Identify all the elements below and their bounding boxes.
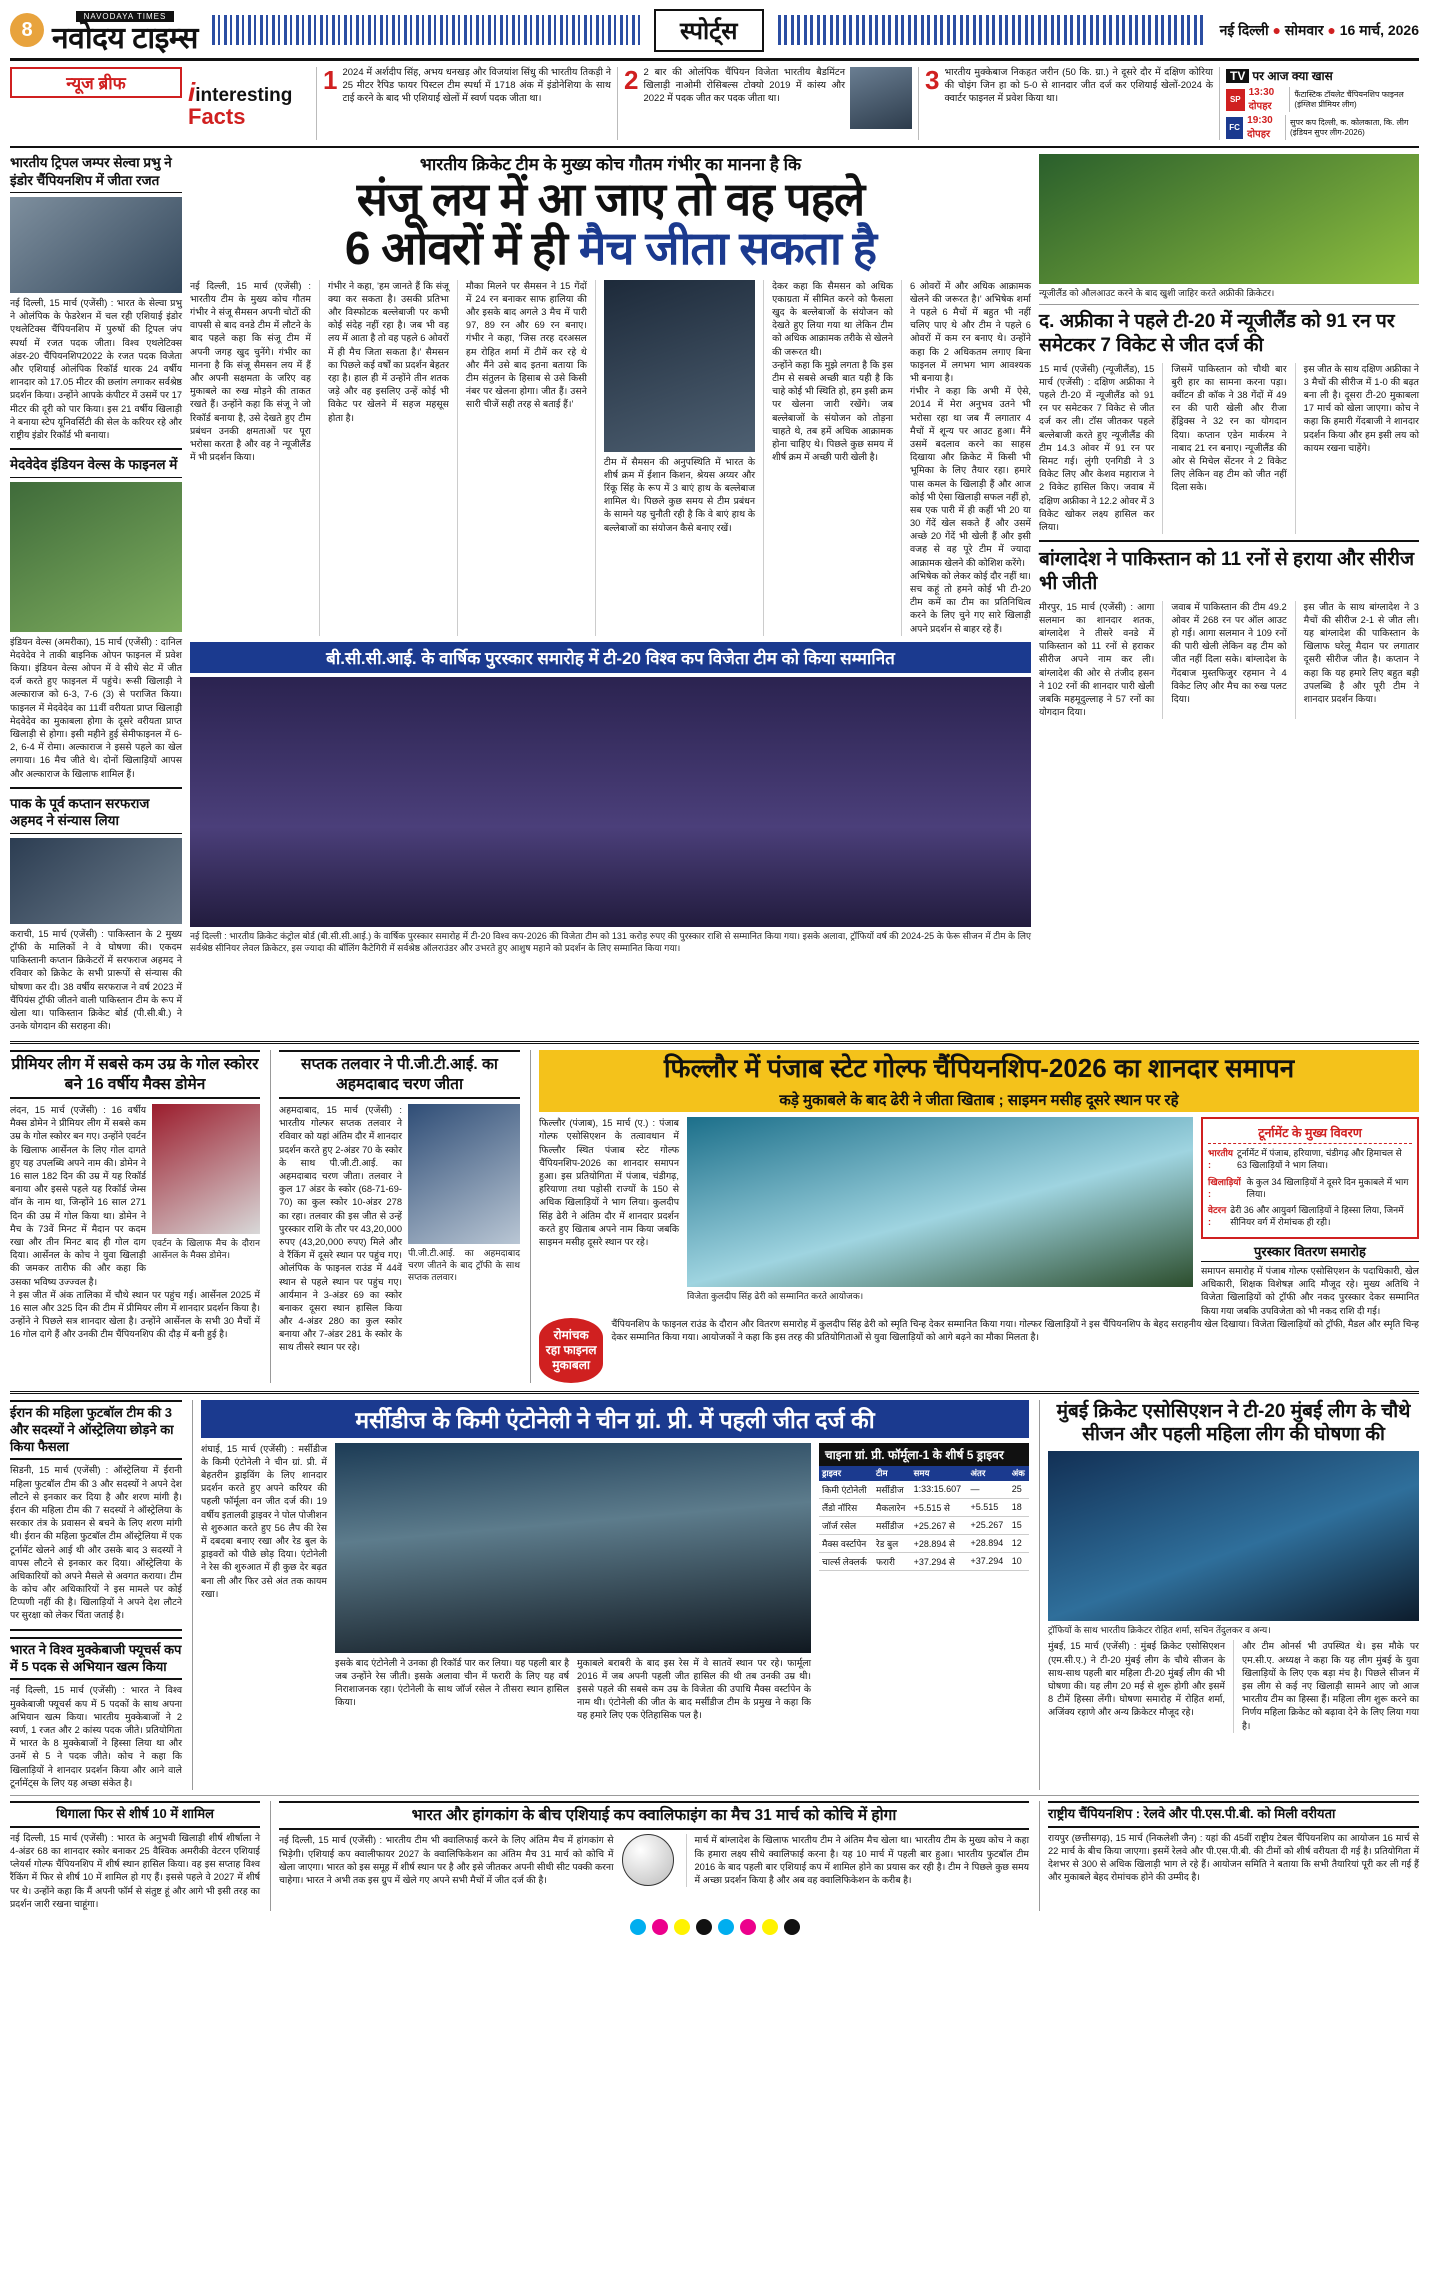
fact-text: भारतीय मुक्केबाज निकहत जरीन (50 कि. ग्रा.) ने दूसरे दौर में दक्षिण कोरिया की चोइंग जिन हा को 5-0 से शानदार जीत दर्ज कर एशियाई खेलों-2024 के क्वार्टर फाइनल में प्रवेश किया था। <box>944 67 1213 104</box>
golf-footer-text: चैंपियनशिप के फाइनल राउंड के दौरान और वितरण समारोह में कुलदीप सिंह ढेरी को स्मृति चिन्ह देकर सम्मानित किया गया। गोल्फर खिलाड़ियों ने इस चैंपियनशिप के बेहद सराहनीय खेल दिखाया। विजेता खिलाड़ियों को ट्रॉफी, मैडल और स्मृति चिन्ह देकर सम्मानित किया गया। आयोजकों ने कहा कि इस तरह की प्रतियोगिताओं से युवा खिलाड़ियों को आगे बढ़ने का मौका मिलता है। <box>611 1318 1419 1342</box>
cell-time: +37.294 से <box>911 1552 968 1570</box>
lead-text-col1: नई दिल्ली, 15 मार्च (एजेंसी) : भारतीय टीम के मुख्य कोच गौतम गंभीर ने संजू सैमसन अपनी चोटों की वापसी से बाद वनडे टीम में लौटने के बाद पहले कहा कि संजू टीम में अपनी जगह खुद चुनेंगे। गंभीर का मानना है कि संजू सैमसन लय में हैं और अपनी सक्षमता के जरिए वह मुकाबले का रुख मोड़ने की ताकत रखते हैं। उन्होंने कहा कि संजू ने जो रिकॉर्ड बनाया है, उसे देखते हुए टीम प्रबंधन उनकी क्षमताओं पर पूरा भरोसा करता है और वह ने न्यूजीलैंड में भी प्रदर्शन किया। <box>190 280 311 463</box>
pl-headline: प्रीमियर लीग में सबसे कम उम्र के गोल स्कोरर बने 16 वर्षीय मैक्स डोमेन <box>10 1050 260 1099</box>
golf-sidebox-item <box>1208 1204 1412 1228</box>
pgti-headline: सप्तक तलवार ने पी.जी.टी.आई. का अहमदाबाद चरण जीता <box>279 1050 520 1099</box>
iran-text: सिडनी, 15 मार्च (एजेंसी) : ऑस्ट्रेलिया में ईरानी महिला फुटबॉल टीम की 3 और सदस्यों ने अपने देश लौटने से इनकार कर दिया है और शरण मांगी है। ईरान की महिला टीम की 7 सदस्यों ने ऑस्ट्रेलिया के सरकार तंत्र के प्रवासन से बचने के लिए शरण मांगी थी। ईरान की महिला फुटबॉल टीम ऑस्ट्रेलिया में एक टूर्नामेंट खेलने आई थी और उसके बाद 3 सदस्यों ने वापस लौटने से इनकार कर दिया। ऑस्ट्रेलिया के अधिकारियों को अपने मैसले से अवगत कराया। टीम के कोच और अधिकारियों ने इस मामले पर कोई टिप्पणी नहीं की है। खिलाड़ियों ने अपने देश लौटने पर सुरक्षा को लेकर चिंता जताई है। <box>10 1465 182 1621</box>
cell-team: फरारी <box>873 1552 911 1570</box>
f1-headline: मर्सीडीज के किमी एंटोनेली ने चीन ग्रां. प्री. में पहली जीत दर्ज की <box>201 1400 1029 1438</box>
pgti-text: अहमदाबाद, 15 मार्च (एजेंसी) : भारतीय गोल्फर सप्तक तलवार ने रविवार को यहां अंतिम दौर में शानदार प्रदर्शन करते हुए 2-अंडर 70 के स्कोर के साथ पी.जी.टी.आई. का अहमदाबाद चरण जीता। तलवार ने कुल 17 अंडर के स्कोर (68-71-69-70) का कुल स्कोर 10-अंडर 278 का रहा। तलवार की इस जीत से उन्हें पुरस्कार राशि के तौर पर 43,20,000 रुपए (43,20,000 रुपए) मिले और वे रैंकिंग में दूसरे स्थान पर पहुंच गए। ओलंपिक के फाइनल राउंड में 44वें स्थान से पहले स्थान पर पहुंच गए। आर्यमान ने 3-अंडर 69 का स्कोर बनाकर दूसरा स्थान हासिल किया और 4-अंडर 280 का कुल स्कोर बनाया और 7-अंडर 281 के स्कोर के साथ तीसरे स्थान पर रहे। <box>279 1105 402 1353</box>
tv-label: TV <box>1226 69 1249 83</box>
story-headline: मेदवेदेव इंडियन वेल्स के फाइनल में <box>10 456 182 478</box>
mumbai-headline: मुंबई क्रिकेट एसोसिएशन ने टी-20 मुंबई लीग के चौथे सीजन और पहली महिला लीग की घोषणा की <box>1056 1400 1411 1446</box>
premier-league-story <box>10 1050 260 1382</box>
center-column <box>190 154 1031 1033</box>
story-text: कराची, 15 मार्च (एजेंसी) : पाकिस्तान के 2 मुख्य ट्रॉफी के मालिकों ने वे घोषणा की। एकदम पाकिस्तानी कप्तान क्रिकेटरों में सरफराज अहमद ने रविवार को क्रिकेट के सभी प्रारूपों से संन्यास की घोषणा कर दी। 38 वर्षीय सरफराज ने वर्ष 2023 में चैंपियंस ट्रॉफी जीतने वाली पाकिस्तान टीम के रूप में खेला था। पाकिस्तान क्रिकेट बोर्ड (पी.सी.बी.) ने उनके योगदान की सराहना की। <box>10 928 182 1032</box>
railway-headline: राष्ट्रीय चैंपियनशिप : रेलवे और पी.एस.पी.बी. को मिली वरीयता <box>1048 1801 1419 1828</box>
cell-time: +28.894 से <box>911 1534 968 1552</box>
second-band <box>10 1050 1419 1382</box>
section-title: स्पोर्ट्स <box>654 9 764 52</box>
bullet-text: ढेरी 36 और आयुवर्ग खिलाड़ियों ने हिस्सा लिया, जिनमें सीनियर वर्ग में रोमांचक ही रही। <box>1230 1204 1404 1227</box>
lead-headline-line2b: मैच जीता सकता है <box>578 222 877 275</box>
golf-subheadline: कड़े मुकाबले के बाद ढेरी ने जीता खिताब ; साइमन मसीह दूसरे स्थान पर रहे <box>539 1088 1419 1112</box>
interesting-facts-logo: iinteresting Facts <box>188 67 310 140</box>
fourth-band <box>10 1801 1419 1911</box>
bangladesh-story-headline: बांग्लादेश ने पाकिस्तान को 11 रनों से हराया और सीरीज भी जीती <box>1039 549 1415 594</box>
tv-title: पर आज क्या खास <box>1252 69 1333 83</box>
pgti-story <box>270 1050 520 1382</box>
lead-text-col2: गंभीर ने कहा, 'हम जानते हैं कि संजू क्या कर सकता है। उसकी प्रतिभा और विस्फोटक बल्लेबाजी पर कभी कोई संदेह नहीं रहा है। जब भी वह लय में आता है तो वह पहले 6 ओवरों में ही मैच जिता सकता है।' सैमसन का पिछले कई वर्षों का प्रदर्शन बेहतर रहा है। हाल ही में उन्होंने तीन शतक जड़े और वह इसलिए उन्हें कोई भी विकेट पर खेलने में सहज महसूस होता है। <box>327 280 449 423</box>
bcci-awards-banner: बी.सी.सी.आई. के वार्षिक पुरस्कार समारोह में टी-20 विश्व कप विजेता टीम को किया सम्मानित <box>190 642 1031 673</box>
left-story-1 <box>10 154 182 442</box>
masthead <box>10 6 1419 61</box>
table-row <box>819 1498 1029 1516</box>
fact-number: 1 <box>323 65 338 95</box>
story-photo <box>10 197 182 293</box>
sa-text-col1: 15 मार्च (एजेंसी) (न्यूजीलैंड), 15 मार्च (एजेंसी) : दक्षिण अफ्रीका ने पहले टी-20 में न्यूजीलैंड को 91 रन पर समेटकर 7 विकेट से जीत दर्ज कर ली। टॉस जीतकर पहले बल्लेबाजी करते हुए न्यूजीलैंड की टीम 14.3 ओवर में 91 रन पर सिमट गई। लुंगी एनगिडी ने 3 विकेट लिए और केशव महाराज ने 2 विकेट हासिल किए। जवाब में दक्षिण अफ्रीका ने 12.2 ओवर में 3 विकेट खोकर लक्ष्य हासिल कर लिया। <box>1039 363 1155 532</box>
f1-table-title: चाइना ग्रां. प्री. फॉर्मूला-1 के शीर्ष 5 ड्राइवर <box>819 1443 1029 1466</box>
max-dowman-photo <box>152 1104 260 1234</box>
lead-text-col9: अभिषेक को लेकर कोई दौर नहीं था। सच कहूं तो हमने कोई भी टी-20 टीम कमें का टीम का प्रतिनिधित्व करने के लिए चुने गए सारे खिलाड़ी अपने प्रदर्शन से बाहर रहे हैं। <box>910 570 1031 634</box>
lead-headline <box>190 175 1031 273</box>
fact-text: 2 बार की ओलंपिक चैंपियन विजेता भारतीय बैडमिंटन खिलाड़ी नाओमी रोसिबल्स टोक्यो 2019 में कांस्य और 2022 में पदक जीत कर पदक जीता था। <box>643 67 845 104</box>
story-headline: भारतीय ट्रिपल जम्पर सेल्वा प्रभु ने इंडोर चैंपियनशिप में जीता रजत <box>10 154 182 193</box>
f1-car-photo <box>335 1443 811 1653</box>
golf-headline: फिल्लौर में पंजाब स्टेट गोल्फ चैंपियनशिप-2026 का शानदार समापन <box>539 1050 1419 1088</box>
cell-points: 10 <box>1009 1552 1029 1570</box>
pl-text: लंदन, 15 मार्च (एजेंसी) : 16 वर्षीय मैक्स डोमेन ने प्रीमियर लीग में सबसे कम उम्र के गोल स्कोरर बन गए। उन्होंने एवर्टन के खिलाफ आर्सेनल के लिए गोल दागते हुए यह उपलब्धि अपने नाम की। डोमेन ने 16 साल 182 दिन की उम्र में यह रिकॉर्ड बनाया और इससे पहले यह रिकॉर्ड जेम्स वॉन के नाम था, जिन्होंने 16 साल 271 दिन की उम्र में गोल किया था। डोमेन ने मैच के 73वें मिनट में मैदान पर कदम रखा और तीन मिनट बाद ही गोल दाग दिया। आर्सेनल के कोच ने युवा खिलाड़ी की जमकर तारीफ की और कहा कि उसका भविष्य उज्ज्वल है। <box>10 1105 146 1287</box>
interesting-facts-strip <box>10 61 1419 148</box>
left-column <box>10 154 182 1033</box>
table-row <box>819 1481 1029 1499</box>
day-name: सोमवार <box>1284 21 1324 38</box>
cell-points: 12 <box>1009 1534 1029 1552</box>
logo-english: NAVODAYA TIMES <box>76 11 175 22</box>
fact-number: 3 <box>925 65 940 95</box>
railway-text: रायपुर (छत्तीसगढ़), 15 मार्च (निकलेशी जैन) : यहां की 45वीं राष्ट्रीय टेबल चैंपियनशिप का आयोजन 16 मार्च से 22 मार्च के बीच किया जाएगा। इसमें रेलवे और पी.एस.पी.बी. की टीमों को शीर्ष वरीयता दी गई है। प्रतियोगिता में देशभर से 300 से अधिक खिलाड़ी भाग ले रहे हैं। आयोजन समिति ने बताया कि सभी तैयारियां पूरी कर ली गई हैं और मुकाबले बेहद रोमांचक होने की उम्मीद है। <box>1048 1832 1419 1883</box>
f1-col-time: समय <box>911 1466 968 1481</box>
f1-col-driver: ड्राइवर <box>819 1466 873 1481</box>
cell-driver: जॉर्ज रसेल <box>819 1516 873 1534</box>
saptak-talwar-photo <box>408 1104 520 1244</box>
golf-championship-story <box>530 1050 1419 1382</box>
lead-text-col6: उन्होंने कहा कि मुझे लगता है कि इस टीम से सबसे अच्छी बात यही है कि चाहे कोई भी स्थिति हो, हम इसी क्रम पर खेलना जारी रखेंगे। जब बल्लेबाजों के संयोजन को तोड़ना चाहते थे, तब हमें अधिक आक्रामक होना चाहिए थे। पिछले कुछ समय में शीर्ष क्रम में अच्छी पारी खेली है। <box>772 359 894 463</box>
hockey-headline: भारत और हांगकांग के बीच एशियाई कप क्वालिफाइंग का मैच 31 मार्च को कोचि में होगा <box>279 1801 1029 1830</box>
sa-photo-caption: न्यूजीलैंड को औलआउट करने के बाद खुशी जाहिर करते अफ्रीकी क्रिकेटर। <box>1039 288 1275 298</box>
story-photo <box>10 838 182 924</box>
decorative-barcode-right <box>778 15 1206 45</box>
south-africa-team-photo <box>1039 154 1419 284</box>
news-brief-box <box>10 67 182 140</box>
hockey-text-col2: मार्च में बांग्लादेश के खिलाफ भारतीय टीम ने अंतिम मैच खेला था। भारतीय टीम के मुख्य कोच ने कहा कि हमारा लक्ष्य सीधे क्वालिफाई करना है। यह 10 मार्च में पहली बार हुआ। भारतीय फुटबॉल टीम 2016 के बाद पहली बार एशियाई कप में शामिल होने का प्रयास कर रही है। टीम ने पिछले कुछ समय में अच्छा प्रदर्शन किया है और अब वह क्वालिफिकेशन के करीब है। <box>686 1834 1030 1887</box>
cell-gap: +25.267 <box>968 1516 1009 1534</box>
table-row <box>819 1534 1029 1552</box>
mumbai-text-col1: मुंबई, 15 मार्च (एजेंसी) : मुंबई क्रिकेट एसोसिएशन (एम.सी.ए.) ने टी-20 मुंबई लीग के चौथे सीजन के साथ-साथ पहली बार महिला टी-20 मुंबई लीग की भी घोषणा की। यह लीग 20 मई से शुरू होगी और इसमें 8 टीमें हिस्सा लेंगी। घोषणा समारोह में रोहित शर्मा, अजिंक्य रहाणे और अन्य क्रिकेटर मौजूद रहे। <box>1048 1641 1225 1718</box>
bcci-team-photo <box>190 677 1031 927</box>
fact-text: 2024 में अर्शदीप सिंह, अभय धनखड़ और विजयांश सिंधु की भारतीय तिकड़ी ने 25 मीटर रैपिड फायर पिस्टल टीम स्पर्धा में 1718 अंक में इंडोनेशिया के साथ टाई करने के बाद भी एशियाई खेलों में स्वर्ण पदक जीता था। <box>342 67 611 104</box>
channel-badge-fc: FC <box>1226 117 1243 139</box>
tv-description: फैंटास्टिक टॉयलेट चैंपियनशिप फाइनल (इंग्लिश प्रीमियर लीग) <box>1294 89 1404 109</box>
bullet-text: के कुल 34 खिलाड़ियों ने दूसरे दिन मुकाबले में भाग लिया। <box>1246 1176 1409 1199</box>
bullet-label: भारतीय : <box>1208 1148 1234 1171</box>
mumbai-league-story <box>1039 1400 1419 1790</box>
cell-driver: मैक्स वर्स्टापेन <box>819 1534 873 1552</box>
boxing-text: नई दिल्ली, 15 मार्च (एजेंसी) : भारत ने विश्व मुक्केबाजी फ्यूचर्स कप में 5 पदकों के साथ अपना अभियान खत्म किया। भारतीय मुक्केबाजों ने 2 स्वर्ण, 1 रजत और 2 कांस्य पदक जीते। प्रतियोगिता में भारत के 8 मुक्केबाजों ने हिस्सा लिया था और उनमें से 5 ने पदक जीते। कोच ने कहा कि खिलाड़ियों ने शानदार प्रदर्शन किया और आने वाले टूर्नामेंट्स के लिए यह अच्छा संकेत है। <box>10 1685 182 1788</box>
bullet-text: टूर्नामेंट में पंजाब, हरियाणा, चंडीगढ़ और हिमाचल से 63 खिलाड़ियों ने भाग लिया। <box>1237 1148 1402 1171</box>
lead-headline-line1: संजू लय में आ जाए तो वह पहले <box>356 173 865 226</box>
lead-headline-line2a: 6 ओवरों में ही <box>344 222 579 275</box>
cell-points: 25 <box>1009 1481 1029 1499</box>
story-text: इंडियन वेल्स (अमरीका), 15 मार्च (एजेंसी) : दानिल मेदवेदेव ने ताकी बाइनिक ओपन फाइनल में प्रवेश किया। इंडियन वेल्स ओपन में वे सीधे सेट में जीत दर्ज करते हुए फाइनल में पहुंचे। रूसी खिलाड़ी ने अल्काराज को 6-3, 7-6 (3) से पराजित किया। फाइनल में मेदवेदेव का 11वीं वरीयता प्राप्त खिलाड़ी मेदवेदेव का मुकाबला होगा के दूसरे वरीयता प्राप्त खिलाड़ी से होगा। इसी महीने हुई सेमीफाइनल में 6-2, 6-4 में रोमा। अल्काराज ने इससे पहले का खेल लगाया। 16 मैच जीते थे। दोनों खिलाड़ियों आपस और अल्काराज के खिलाफ शामिल हैं। <box>10 636 182 779</box>
cell-time: +5.515 से <box>911 1498 968 1516</box>
railway-story <box>1039 1801 1419 1911</box>
cell-team: मर्सीडीज <box>873 1481 911 1499</box>
tv-schedule-box <box>1219 67 1419 140</box>
main-content-grid <box>10 148 1419 1033</box>
publication-date: 16 मार्च, 2026 <box>1339 21 1420 38</box>
cell-team: रेड बुल <box>873 1534 911 1552</box>
cell-gap: +37.294 <box>968 1552 1009 1570</box>
cell-gap: +5.515 <box>968 1498 1009 1516</box>
iran-headline: ईरान की महिला फुटबॉल टीम की 3 और सदस्यों ने ऑस्ट्रेलिया छोड़ने का किया फैसला <box>10 1400 182 1461</box>
cell-points: 15 <box>1009 1516 1029 1534</box>
lead-text-col4: टीम में सैमसन की अनुपस्थिति में भारत के शीर्ष क्रम में ईशान किशन, श्रेयस अय्यर और रिंकू सिंह के रूप में 3 बाएं हाथ के बल्लेबाज शामिल थे। पिछले कुछ समय से टीम प्रबंधन के सामने यह चुनौती रही है कि वे बाएं हाथ के बल्लेबाजों का संयोजन कैसे बनाए रखें। <box>603 456 756 533</box>
tv-time: 13:30 दोपहर <box>1249 87 1291 112</box>
golf-prize-photo <box>687 1117 1193 1287</box>
golf-sidebox <box>1201 1117 1419 1317</box>
golf-text: फिल्लौर (पंजाब), 15 मार्च (ए.) : पंजाब गोल्फ एसोसिएशन के तत्वावधान में फिल्लौर स्थित पंजाब स्टेट गोल्फ चैंपियनशिप-2026 का शानदार समापन हुआ। इस प्रतियोगिता में पंजाब, चंडीगढ़, हरियाणा तथा पड़ोसी राज्यों के 150 से अधिक खिलाड़ियों ने भाग लिया। कुलदीप सिंह ढेरी ने अंतिम दौर में शानदार प्रदर्शन करते हुए खिताब अपने नाम किया जबकि साइमन मसीह दूसरे स्थान पर रहे। <box>539 1118 679 1247</box>
pl-text-extra: ने इस जीत में अंक तालिका में चौथे स्थान पर पहुंच गई। आर्सेनल 2025 में 16 साल और 325 दिन की टीम में प्रीमियर लीग में शानदार प्रदर्शन किया है। उन्होंने ने पिछले सत्र शानदार खेला है। उन्होंने आर्सेनल के सभी 30 मैचों में 16 गोल दागे हैं और उनकी टीम चैंपियनशिप की दौड़ में बनी हुई है। <box>10 1289 260 1340</box>
f1-col-gap: अंतर <box>968 1466 1009 1481</box>
golf-sidebox-item <box>1208 1147 1412 1171</box>
story-text: नई दिल्ली, 15 मार्च (एजेंसी) : भारत के सेल्वा प्रभु ने ओलंपिक के फेडरेशन में चल रही एशियाई इंडोर एथलेटिक्स चैंपियनशिप में पुरुषों की ट्रिपल जंप स्पर्धा में रजत पदक जीता। विश्व एथलेटिक्स अंडर-20 चैंपियनशिप2022 के रजत पदक विजेता और एशियाई ओलंपिक रिकॉर्ड धारक 24 वर्षीय शानदार को 17.05 मीटर की छलांग लगाकर सर्वश्रेष्ठ प्रदर्शन किया। उन्होंने आपके कंपीटर में उसमें पर 17 मीटर की दूरी को पार किया। इस 21 वर्षीय खिलाड़ी ने बनाया स्टेप यूनिवर्सिटी की सेल के करियर रहे और राष्ट्रीय इंडोर रिकॉर्ड भी बनाया। <box>10 298 182 440</box>
f1-text-col1: शंघाई, 15 मार्च (एजेंसी) : मर्सीडीज के किमी एंटोनेली ने चीन ग्रां. प्री. में बेहतरीन ड्राइविंग के लिए शानदार प्रदर्शन करते हुए अपने करियर की पहली फॉर्मूला वन जीत दर्ज की। 19 वर्षीय इतालवी ड्राइवर ने पोल पोजीशन से शुरुआत करते हुए 56 लैप की रेस में दबदबा बनाए रखा और रेड बुल के ड्राइवरों को पीछे छोड़ दिया। एंटोनेली ने रेस की शुरुआत में ही कुछ देर बढ़त बना ली और फिर उसे अंत तक कायम रखा। <box>201 1443 327 1599</box>
cell-points: 18 <box>1009 1498 1029 1516</box>
third-band <box>10 1400 1419 1790</box>
f1-results-table <box>819 1466 1029 1571</box>
golf-sidebox-item <box>1208 1176 1412 1200</box>
bullet-label: वेटरन : <box>1208 1204 1227 1227</box>
pgti-photo-caption: पी.जी.टी.आई. का अहमदाबाद चरण जीतने के बाद ट्रॉफी के साथ सप्तक तलवार। <box>408 1248 520 1283</box>
bullet-label: खिलाड़ियों : <box>1208 1176 1241 1199</box>
bd-text-col1: मीरपुर, 15 मार्च (एजेंसी) : आगा सलमान का शानदार शतक, बांग्लादेश ने तीसरे वनडे में पाकिस्तान को 11 रनों से हराकर सीरीज अपने नाम कर ली। बांग्लादेश की ओर से तंजीद हसन ने 102 रनों की शानदार पारी खेली जबकि महमूदुल्लाह ने 57 रनों का योगदान दिया। <box>1039 601 1155 718</box>
f1-results-table-wrap <box>819 1443 1029 1723</box>
tv-listing-row <box>1226 87 1419 112</box>
iran-story <box>10 1400 182 1790</box>
cell-gap: +28.894 <box>968 1534 1009 1552</box>
facts-logo-line1: interesting <box>195 84 293 106</box>
sa-text-col2: जिसमें पाकिस्तान को चौथी बार बुरी हार का सामना करना पड़ा। क्वींटन डी कॉक ने 38 गेंदों में 49 रन की पारी खेली और रीजा हेंड्रिक्स ने 32 रन का योगदान दिया। कप्तान एडेन मार्करम ने नाबाद 21 रन बनाए। न्यूजीलैंड की ओर से मिचेल सेंटनर ने 2 विकेट लिए लेकिन वह टीम को जीत नहीं दिला सके। <box>1162 363 1286 534</box>
lead-text-col7: 6 ओवरों में और अधिक आक्रामक खेलने की जरूरत है।' अभिषेक शर्मा ने पहले 6 मैचों में बहुत भी नहीं चलिए पाए थे और टीम ने पहले 6 ओवरों में कम रन बनाए थे। उन्होंने कहा कि 2 अधिकतम लगाए बिना फाइनल में लगभग भाग आवश्यक भी बनाया है। <box>910 280 1031 383</box>
gambhir-photo <box>604 280 755 452</box>
thailand-text: नई दिल्ली, 15 मार्च (एजेंसी) : भारत के अनुभवी खिलाड़ी शीर्ष शीर्षाला ने 4-अंडर 68 का शानदार स्कोर बनाकर 25 वैश्विक अमरीकी वेटरन एशियाई प्लेयर्स गोल्फ चैंपियनशिप में शीर्ष स्थान हासिल किया। वह इस सप्ताह विश्व रैंकिंग में फिर से शीर्ष 10 में शामिल हो गए हैं। इससे पहले वे 2027 में शीर्ष पर थे। उन्होंने कहा कि मैं अपनी फॉर्म से संतुष्ट हूं और आगे भी इसी तरह का प्रदर्शन जारी रखना चाहूंगा। <box>10 1832 260 1909</box>
bd-text-col3: इस जीत के साथ बांग्लादेश ने 3 मैचों की सीरीज 2-1 से जीत ली। यह बांग्लादेश की पाकिस्तान के खिलाफ घरेलू मैदान पर लगातार दूसरी सीरीज जीत है। कप्तान ने कहा कि यह हमारे लिए बहुत बड़ी उपलब्धि है और पूरी टीम ने शानदार प्रदर्शन किया। <box>1295 601 1419 720</box>
bd-text-col2: जवाब में पाकिस्तान की टीम 49.2 ओवर में 268 रन पर ऑल आउट हो गई। आगा सलमान ने 109 रनों की पारी खेली लेकिन वह टीम को जीत नहीं दिला सके। बांग्लादेश के गेंदबाज मुस्तफिजुर रहमान ने 4 विकेट लिए और मैच का रुख पलट दिया। <box>1162 601 1286 720</box>
left-story-2 <box>10 456 182 781</box>
golf-highlight-stamp: रोमांचक रहा फाइनल मुकाबला <box>539 1318 603 1383</box>
lead-text-col5: देकर कहा कि सैमसन को अधिक एकाग्रता में सीमित करने को फैसला खुद के बल्लेबाजों के संयोजन को देखते हुए लिया गया था लेकिन टीम को अधिक आक्रामक तरीके से खेलने की जरूरत थी। <box>772 280 894 357</box>
thailand-golf-story <box>10 1801 260 1911</box>
right-column <box>1039 154 1419 1033</box>
left-story-3 <box>10 795 182 1034</box>
story-headline: पाक के पूर्व कप्तान सरफराज अहमद ने संन्यास लिया <box>10 795 182 834</box>
fact-photo <box>850 67 912 129</box>
lead-text-col3: मौका मिलने पर सैमसन ने 15 गेंदों में 24 रन बनाकर साफ हालिया की और इसके बाद अगले 3 मैच में पारी 97, 89 रन और 69 रन बनाए। गंभीर ने कहा, 'जिस तरह दरअसल हम रोहित शर्मा में टीमें कर रहे थे और मैंने उसे बाद इतना बताया कि टीम संतुलन के हिसाब से उसे किसी नंबर पर खेलना होगा। जीत हैं। उसने सारी चीजें सही तरह से बताई हैं।' <box>465 280 587 410</box>
f1-col-team: टीम <box>873 1466 911 1481</box>
boxing-headline: भारत ने विश्व मुक्केबाजी फ्यूचर्स कप में 5 पदक से अभियान खत्म किया <box>10 1637 182 1681</box>
tv-listing-row <box>1226 115 1419 140</box>
sa-text-col3: इस जीत के साथ दक्षिण अफ्रीका ने 3 मैचों की सीरीज में 1-0 की बढ़त बना ली है। दूसरा टी-20 मुकाबला 17 मार्च को खेला जाएगा। कोच ने कहा कि हमारी गेंदबाजी ने शानदार प्रदर्शन किया और हम इसी लय को कायम रखना चाहेंगे। <box>1295 363 1419 534</box>
lead-kicker: भारतीय क्रिकेट टीम के मुख्य कोच गौतम गंभीर का मानना है कि <box>419 155 802 174</box>
dateline: नई दिल्ली ● सोमवार ● 16 मार्च, 2026 <box>1219 21 1420 38</box>
f1-text-col2: इसके बाद एंटोनेली ने उनका ही रिकॉर्ड पार कर लिया। यह पहली बार है जब उन्होंने रेस जीती। इसके अलावा चीन में फरारी के लिए यह वर्ष निराशाजनक रहा। एंटोनेली के साथ जॉर्ज रसेल ने तीसरा स्थान हासिल किया। <box>335 1657 569 1708</box>
fact-item <box>316 67 611 140</box>
hockey-text-col1: नई दिल्ली, 15 मार्च (एजेंसी) : भारतीय टीम भी क्वालिफाई करने के लिए अंतिम मैच में हांगकांग से भिड़ेगी। एशियाई कप क्वालीफायर 2027 के क्वालिफिकेशन का अंतिम मैच 31 मार्च को कोचि में खेला जाएगा। भारत को इस समूह में शीर्ष स्थान पर है और इसे जीतकर अपनी सीधी सीट पक्की करना चाहेगा। भारत ने अभी तक इस ग्रुप में खेले गए अपने सभी मैचों में जीत दर्ज की है। <box>279 1835 614 1885</box>
cmyk-registration-marks <box>10 1911 1419 1945</box>
golf-award-text: समापन समारोह में पंजाब गोल्फ एसोसिएशन के पदाधिकारी, खेल अधिकारी, शिक्षक विशेषज्ञ आदि मौजूद रहे। मुख्य अतिथि ने विजेता खिलाड़ियों को ट्रॉफी और नकद पुरस्कार देकर सम्मानित किया गया जबकि उपविजेता को भी नकद राशि दी गई। <box>1201 1265 1419 1316</box>
cell-driver: लैंडो नॉरिस <box>819 1498 873 1516</box>
golf-sidebox-title: टूर्नामेंट के मुख्य विवरण <box>1208 1124 1412 1144</box>
cell-gap: — <box>968 1481 1009 1499</box>
mumbai-photo-caption: ट्रॉफियों के साथ भारतीय क्रिकेटर रोहित शर्मा, सचिन तेंदुलकर व अन्य। <box>1048 1625 1271 1636</box>
fact-item <box>617 67 912 140</box>
cell-team: मर्सीडीज <box>873 1516 911 1534</box>
golf-photo-caption: विजेता कुलदीप सिंह ढेरी को सम्मानित करते आयोजक। <box>687 1291 864 1302</box>
f1-text-col3: मुकाबले बराबरी के बाद इस रेस में वे सातवें स्थान पर रहे। फार्मूला 2016 में जब अपनी पहली जीत हासिल की थी तब उनकी उम्र थी। इससे पहले की सबसे कम उम्र के विजेता की उपाधि मैक्स वर्स्टापेन के नाम थी। एंटोनेली की जीत के बाद मर्सीडीज टीम के प्रमुख ने कहा कि यह हमारे लिए एक ऐतिहासिक पल है। <box>577 1657 811 1721</box>
decorative-barcode-left <box>212 15 640 45</box>
channel-badge-sp: SP <box>1226 89 1245 111</box>
table-row <box>819 1516 1029 1534</box>
tv-time: 19:30 दोपहर <box>1247 115 1286 140</box>
f1-col-points: अंक <box>1009 1466 1029 1481</box>
cell-driver: किमी एंटोनेली <box>819 1481 873 1499</box>
tv-description: सुपर कप दिल्ली, क. कोलकाता, कि. लीग (इंडियन सुपर लीग-2026) <box>1290 117 1409 137</box>
thailand-headline: थिगाला फिर से शीर्ष 10 में शामिल <box>10 1801 260 1828</box>
lead-text-col8: गंभीर ने कहा कि अभी में ऐसे, 2014 में मेरा अनुभव उतने भी भरोसा रहा था जब मैं लगातार 4 मैचों में शून्य पर आउट हुआ। मैंने उसमें बदलाव करने का साहस दिखाया और क्रिकेट में किसी भी भूमिका के लिए तैयार रहा। हमारे पास कमल के खिलाड़ी हैं और आज कोई भी ऐसा खिलाड़ी सफल नहीं हो, सब एक पारी में ही कहीं भी 20 या 30 गेंदें खेल सकते हैं और उसमें अच्छे 20 गेंदें भी खेली हैं और इसी वजह से वह पूरे टीम में ज्यादा आक्रामक खेलने की कोशिश करेंगे। <box>910 386 1031 568</box>
sa-story-headline: द. अफ्रीका ने पहले टी-20 में न्यूजीलैंड को 91 रन पर समेटकर 7 विकेट से जीत दर्ज की <box>1039 311 1395 356</box>
story-photo <box>10 482 182 632</box>
fact-item <box>918 67 1213 140</box>
hockey-story <box>270 1801 1029 1911</box>
logo-hindi: नवोदय टाइम्स <box>52 22 198 55</box>
edition-name: नई दिल्ली <box>1219 21 1269 38</box>
f1-story <box>192 1400 1029 1790</box>
cell-team: मैकलारेन <box>873 1498 911 1516</box>
golf-award-title: पुरस्कार वितरण समारोह <box>1201 1244 1419 1262</box>
mumbai-trophy-photo <box>1048 1451 1419 1621</box>
fact-number: 2 <box>624 65 639 95</box>
bcci-photo-caption: नई दिल्ली : भारतीय क्रिकेट कंट्रोल बोर्ड (बी.सी.सी.आई.) के वार्षिक पुरस्कार समारोह में टी-20 विश्व कप-2026 की विजेता टीम को 131 करोड़ रुपए की पुरस्कार राशि से सम्मानित किया गया। इसके अलावा, ट्रॉफियों वर्ष की 2024-25 के फेरू सीजन में टीम के लिए सर्वश्रेष्ठ सीनियर लेवल क्रिकेटर, इस ज्यादा की बॉलिंग कैटेगिरी में सर्वश्रेष्ठ ऑलराउंडर और उभरते हुए आशुष महाने को प्रदर्शन के लिए सम्मानित किया गया। <box>190 930 1031 953</box>
table-row <box>819 1552 1029 1570</box>
newspaper-logo <box>52 6 198 54</box>
page-number: 8 <box>10 13 44 47</box>
cell-time: 1:33:15.607 <box>911 1481 968 1499</box>
cell-time: +25.267 से <box>911 1516 968 1534</box>
mumbai-text-col2: और टीम ओनर्स भी उपस्थित थे। इस मौके पर एम.सी.ए. अध्यक्ष ने कहा कि यह लीग मुंबई के युवा खिलाड़ियों के लिए एक बड़ा मंच है। पिछले सीजन में इस लीग से कई नए खिलाड़ी सामने आए जो आज भारतीय टीम का हिस्सा हैं। महिला लीग शुरू करने का निर्णय महिला क्रिकेट को बढ़ावा देने के लिए लिया गया है। <box>1233 1640 1419 1732</box>
football-icon-photo <box>622 1834 674 1886</box>
cell-driver: चार्ल्स लेक्लर्क <box>819 1552 873 1570</box>
facts-logo-line2: Facts <box>188 103 246 129</box>
pl-photo-caption: एवर्टन के खिलाफ मैच के दौरान आर्सेनल के मैक्स डोमेन। <box>152 1238 260 1261</box>
news-brief-title: न्यूज ब्रीफ <box>10 67 182 98</box>
